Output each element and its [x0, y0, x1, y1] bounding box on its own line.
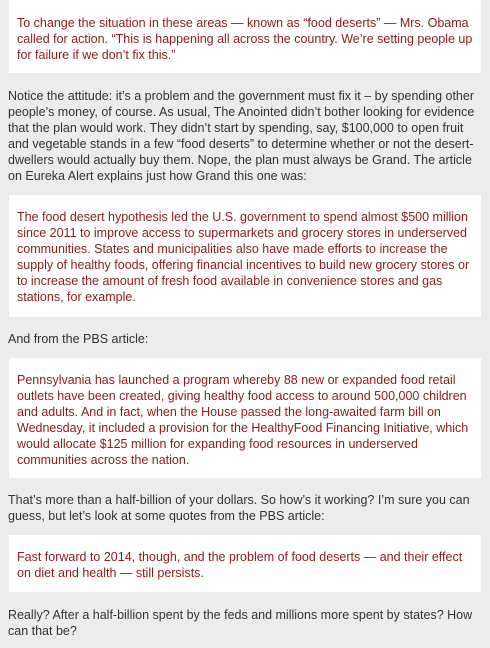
blockquote — [9, 0, 481, 73]
paragraph: That’s more than a half-billion of your dollars. So how’s it working? I’m sure you can guess, but let’s look at some quotes from the PBS article: — [8, 493, 470, 523]
blockquote — [9, 535, 481, 592]
blockquote-text: To change the situation in these areas — known as “food deserts” — Mrs. Obama called for action. “This is happening all across the country. We’re setting people up for failure if we don’t fix this.” — [17, 16, 473, 62]
paragraph: Really? After a half-billion spent by the feds and millions more spent by states? How can that be? — [8, 608, 473, 638]
paragraph: Notice the attitude: it’s a problem and the government must fix it – by spending other people’s money, of course. As usual, The Anointed didn’t bother looking for evidence that the plan would work. They didn’t start by spending, say, $100,000 to open fruit and vegetable stands in a few “food deserts” to determine whether or not the desert-dwellers would actually buy them. Nope, the plan must always be Grand. The article on Eureka Alert explains just how Grand this one was: — [8, 89, 475, 183]
blockquote-text: Pennsylvania has launched a program whereby 88 new or expanded food retail outlets have been created, giving healthy food access to around 500,000 children and adults. And in fact, when the House passed the long-awaited farm bill on Wednesday, it included a provision for the HealthyFood Financing Initiative, which would allocate $125 million for expanding food resources in underserved communities across the nation. — [17, 373, 469, 467]
paragraph: And from the PBS article: — [8, 332, 149, 346]
blockquote-text: Fast forward to 2014, though, and the problem of food deserts — and their effect on diet and health — still persists. — [17, 550, 463, 580]
blockquote — [9, 195, 481, 317]
blockquote — [9, 358, 481, 478]
blockquote-text: The food desert hypothesis led the U.S. government to spend almost $500 million since 2011 to improve access to supermarkets and grocery stores in underserved communities. States and municipalities also have made efforts to increase the supply of healthy foods, offering financial incentives to build new grocery stores or to increase the amount of fresh food available in convenience stores and gas stations, for example. — [17, 210, 470, 304]
